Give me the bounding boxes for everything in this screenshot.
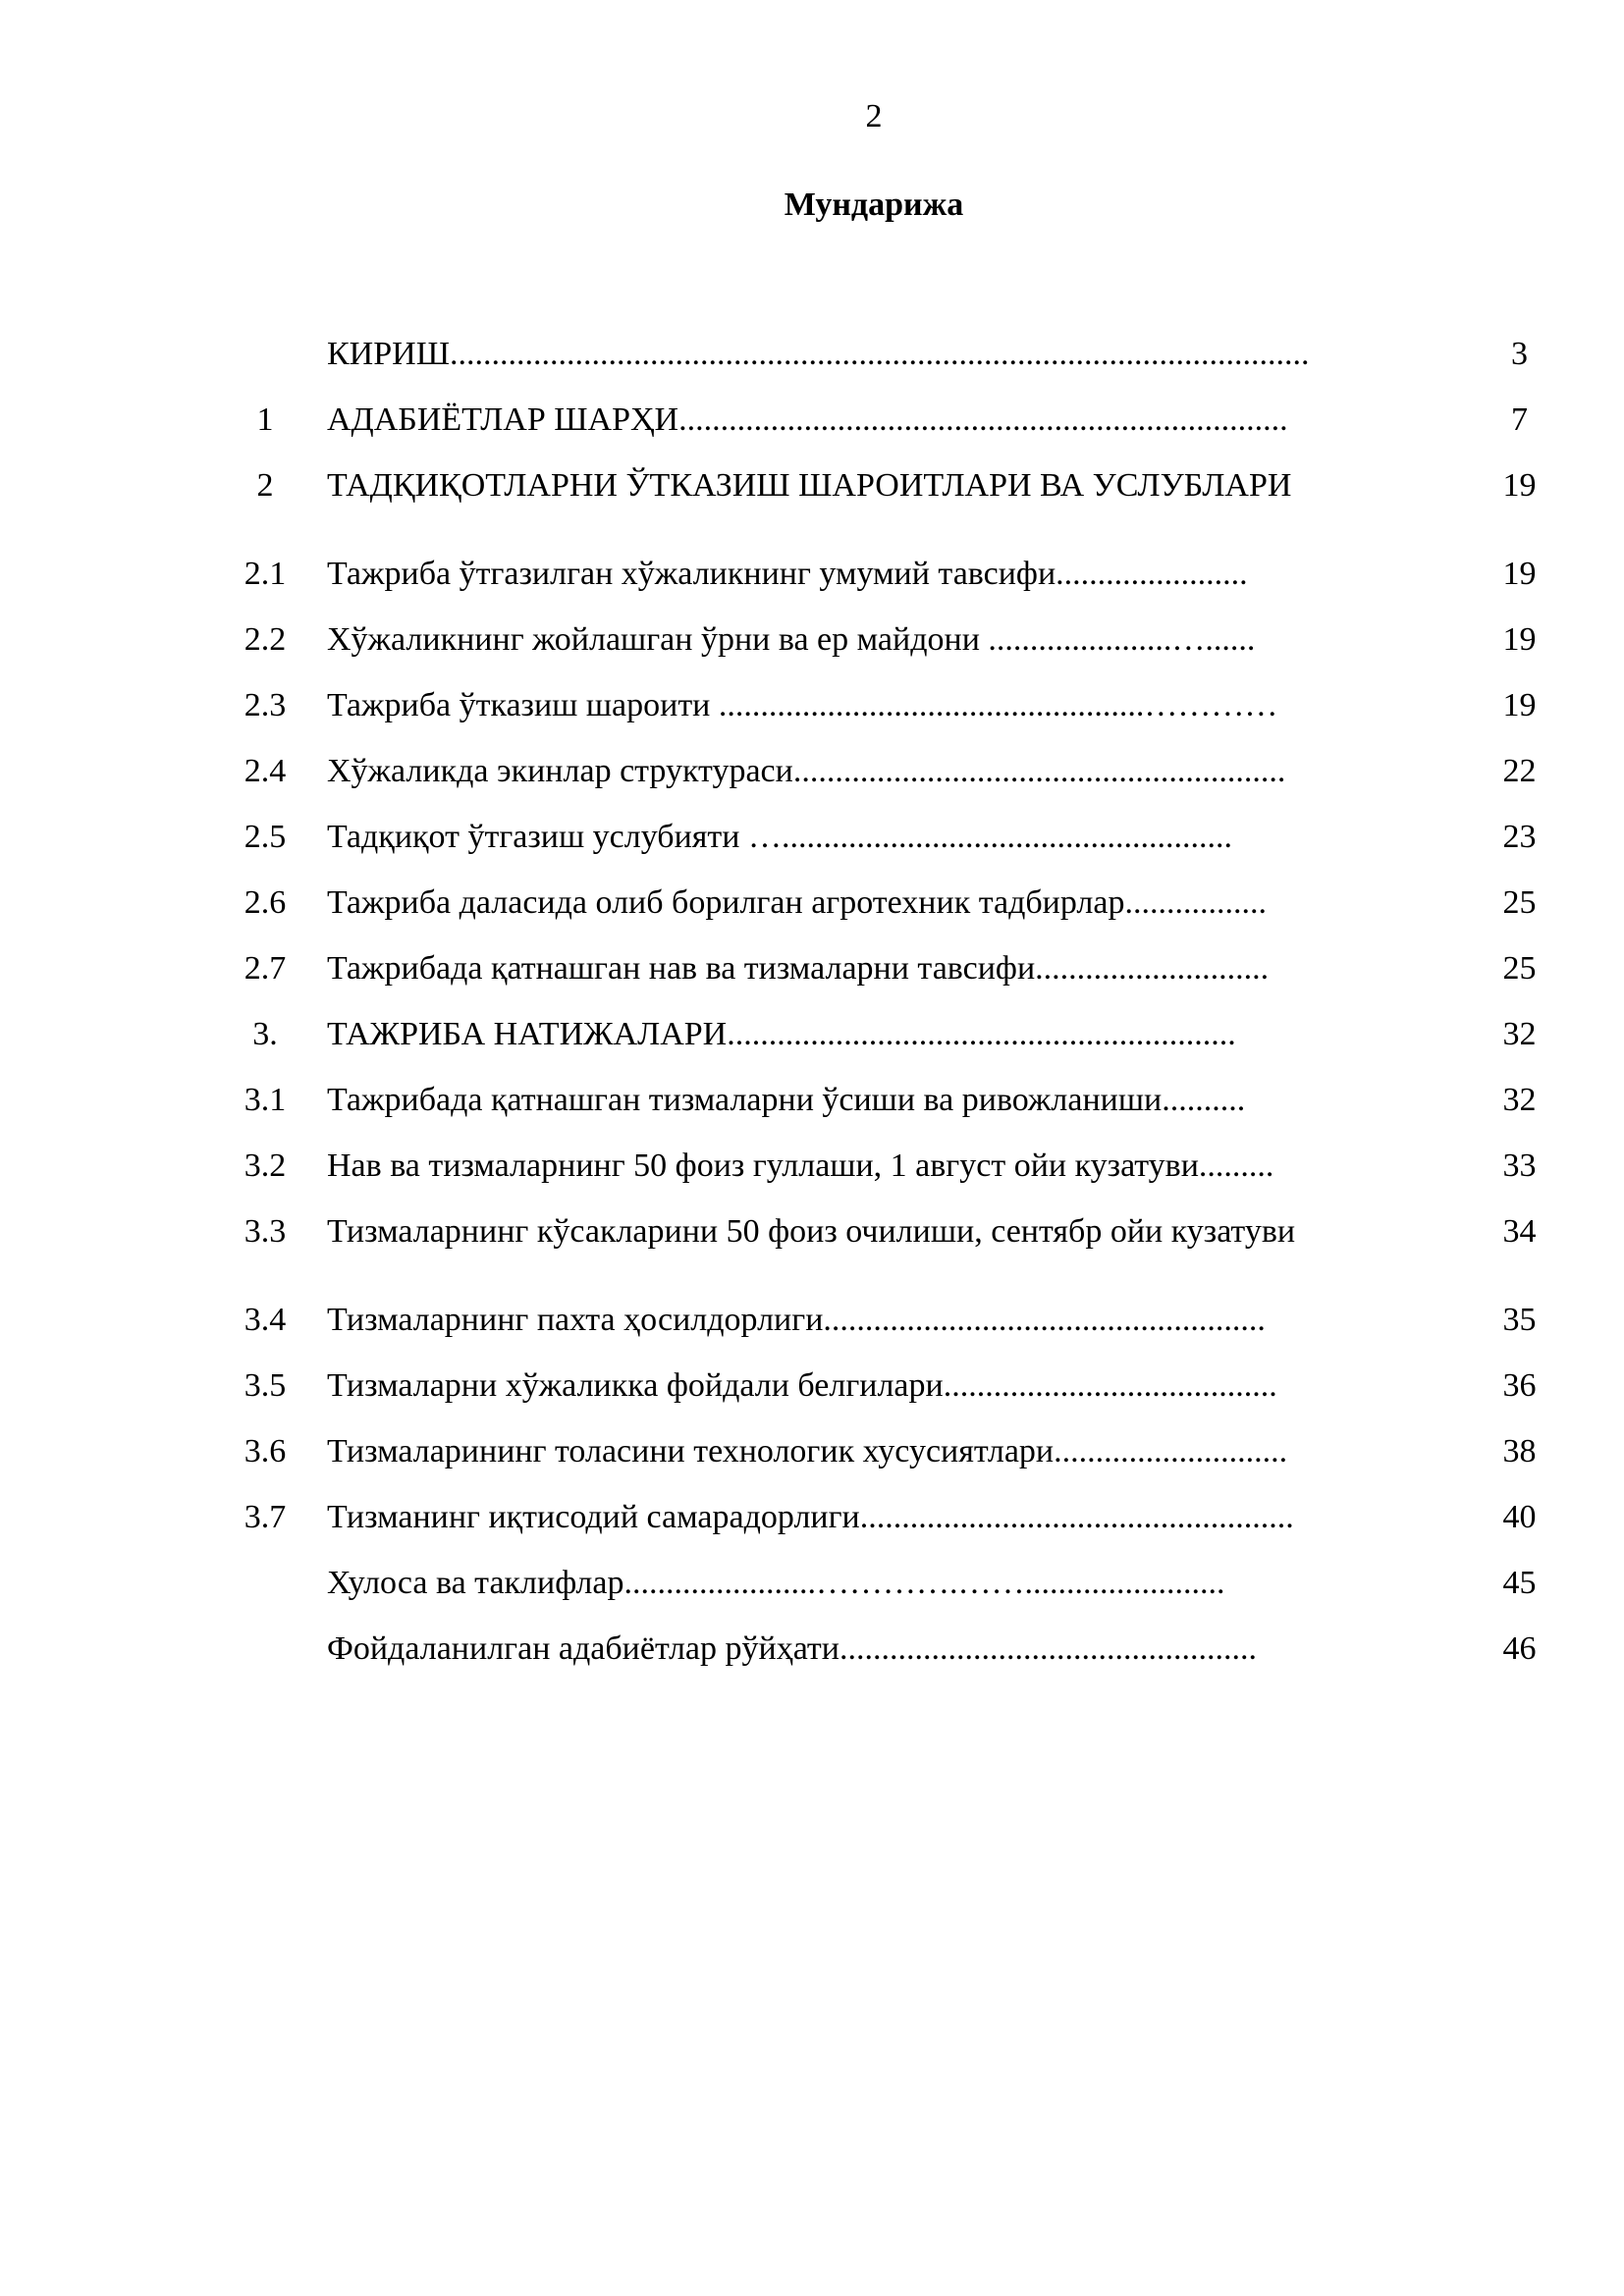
toc-row xyxy=(0,1559,1624,1608)
toc-page-number: 19 xyxy=(1502,621,1537,658)
page-number: 2 xyxy=(865,98,883,134)
toc-section-title: АДАБИЁТЛАР ШАРҲИ......................................................................... xyxy=(327,401,1288,438)
toc-section-title: КИРИШ....................................................................................................... xyxy=(327,336,1310,372)
toc-section-number: 3.6 xyxy=(244,1433,287,1469)
toc-section-title: ТАЖРИБА НАТИЖАЛАРИ............................................................. xyxy=(327,1016,1236,1052)
toc-section-title: Тажрибада қатнашган тизмаларни ўсиши ва ривожланиши.......... xyxy=(327,1082,1246,1118)
toc-section-number: 2.3 xyxy=(244,687,287,723)
toc-page-number: 3 xyxy=(1511,336,1528,372)
toc-row xyxy=(0,1362,1624,1411)
toc-row xyxy=(0,681,1624,730)
toc-row xyxy=(0,461,1624,510)
toc-section-title: Тизмаларнинг кўсакларини 50 фоиз очилиши, сентябр ойи кузатуви xyxy=(327,1213,1296,1250)
toc-row xyxy=(0,813,1624,862)
toc-page-number: 36 xyxy=(1502,1367,1537,1404)
toc-page-number: 40 xyxy=(1502,1499,1537,1535)
toc-section-number: 2.4 xyxy=(244,753,287,789)
page-title: Мундарижа xyxy=(784,187,964,223)
toc-section-number: 3.2 xyxy=(244,1148,287,1184)
toc-page-number: 19 xyxy=(1502,687,1537,723)
toc-row xyxy=(0,1625,1624,1674)
toc-section-number: 3. xyxy=(252,1016,278,1052)
toc-page-number: 32 xyxy=(1502,1016,1537,1052)
toc-row xyxy=(0,1076,1624,1125)
toc-section-title: Хулоса ва таклифлар.......................………….……........................ xyxy=(327,1565,1225,1601)
toc-page-number: 22 xyxy=(1502,753,1537,789)
toc-row xyxy=(0,550,1624,599)
toc-row xyxy=(0,1207,1624,1256)
toc-row xyxy=(0,1427,1624,1476)
toc-row xyxy=(0,396,1624,445)
toc-section-title: Тизмаларининг толасини технологик хусусиятлари............................ xyxy=(327,1433,1288,1469)
toc-section-number: 2 xyxy=(256,467,274,504)
toc-page-number: 25 xyxy=(1502,950,1537,987)
toc-page-number: 19 xyxy=(1502,556,1537,592)
toc-section-title: Тизмаларни хўжаликка фойдали белгилари........................................ xyxy=(327,1367,1277,1404)
toc-section-title: Фойдаланилган адабиётлар рўйҳати.................................................. xyxy=(327,1630,1257,1667)
toc-section-number: 3.5 xyxy=(244,1367,287,1404)
toc-row xyxy=(0,1010,1624,1059)
toc-section-number: 2.6 xyxy=(244,884,287,921)
toc-page-number: 38 xyxy=(1502,1433,1537,1469)
toc-section-number: 3.7 xyxy=(244,1499,287,1535)
toc-page-number: 34 xyxy=(1502,1213,1537,1250)
toc-section-title: Тизмаларнинг пахта ҳосилдорлиги..................................................... xyxy=(327,1302,1266,1338)
toc-section-number: 2.5 xyxy=(244,819,287,855)
toc-page-number: 7 xyxy=(1511,401,1528,438)
toc-page-number: 23 xyxy=(1502,819,1537,855)
toc-page-number: 25 xyxy=(1502,884,1537,921)
toc-page-number: 32 xyxy=(1502,1082,1537,1118)
toc-section-title: Нав ва тизмаларнинг 50 фоиз гуллаши, 1 август ойи кузатуви......... xyxy=(327,1148,1274,1184)
toc-section-number: 3.3 xyxy=(244,1213,287,1250)
toc-section-number: 1 xyxy=(256,401,274,438)
toc-section-number: 2.1 xyxy=(244,556,287,592)
toc-section-title: Тажриба ўтгазилган хўжаликнинг умумий тавсифи....................... xyxy=(327,556,1248,592)
toc-section-number: 3.1 xyxy=(244,1082,287,1118)
toc-section-title: Тажриба ўтказиш шароити ...................................................………… xyxy=(327,687,1278,723)
toc-row xyxy=(0,879,1624,928)
toc-page-number: 46 xyxy=(1502,1630,1537,1667)
toc-page-number: 33 xyxy=(1502,1148,1537,1184)
toc-row xyxy=(0,330,1624,379)
toc-row xyxy=(0,944,1624,993)
toc-page-number: 19 xyxy=(1502,467,1537,504)
toc-row xyxy=(0,615,1624,665)
toc-section-title: Хўжаликнинг жойлашган ўрни ва ер майдони ......................…...... xyxy=(327,621,1256,658)
toc-section-title: Тажрибада қатнашган нав ва тизмаларни тавсифи............................ xyxy=(327,950,1270,987)
toc-row xyxy=(0,1493,1624,1542)
toc-section-title: Хўжаликда экинлар структураси........................................................... xyxy=(327,753,1286,789)
toc-section-number: 2.2 xyxy=(244,621,287,658)
toc-section-title: Тизманинг иқтисодий самарадорлиги.................................................... xyxy=(327,1499,1294,1535)
toc-page-number: 45 xyxy=(1502,1565,1537,1601)
toc-section-title: ТАДҚИҚОТЛАРНИ ЎТКАЗИШ ШАРОИТЛАРИ ВА УСЛУБЛАРИ xyxy=(327,467,1292,504)
toc-page-number: 35 xyxy=(1502,1302,1537,1338)
toc-row xyxy=(0,747,1624,796)
toc-section-number: 3.4 xyxy=(244,1302,287,1338)
toc-row xyxy=(0,1296,1624,1345)
toc-row xyxy=(0,1142,1624,1191)
toc-section-number: 2.7 xyxy=(244,950,287,987)
toc-section-title: Тажриба даласида олиб борилган агротехник тадбирлар................. xyxy=(327,884,1267,921)
toc-section-title: Тадқиқот ўтгазиш услубияти …...................................................... xyxy=(327,819,1232,855)
